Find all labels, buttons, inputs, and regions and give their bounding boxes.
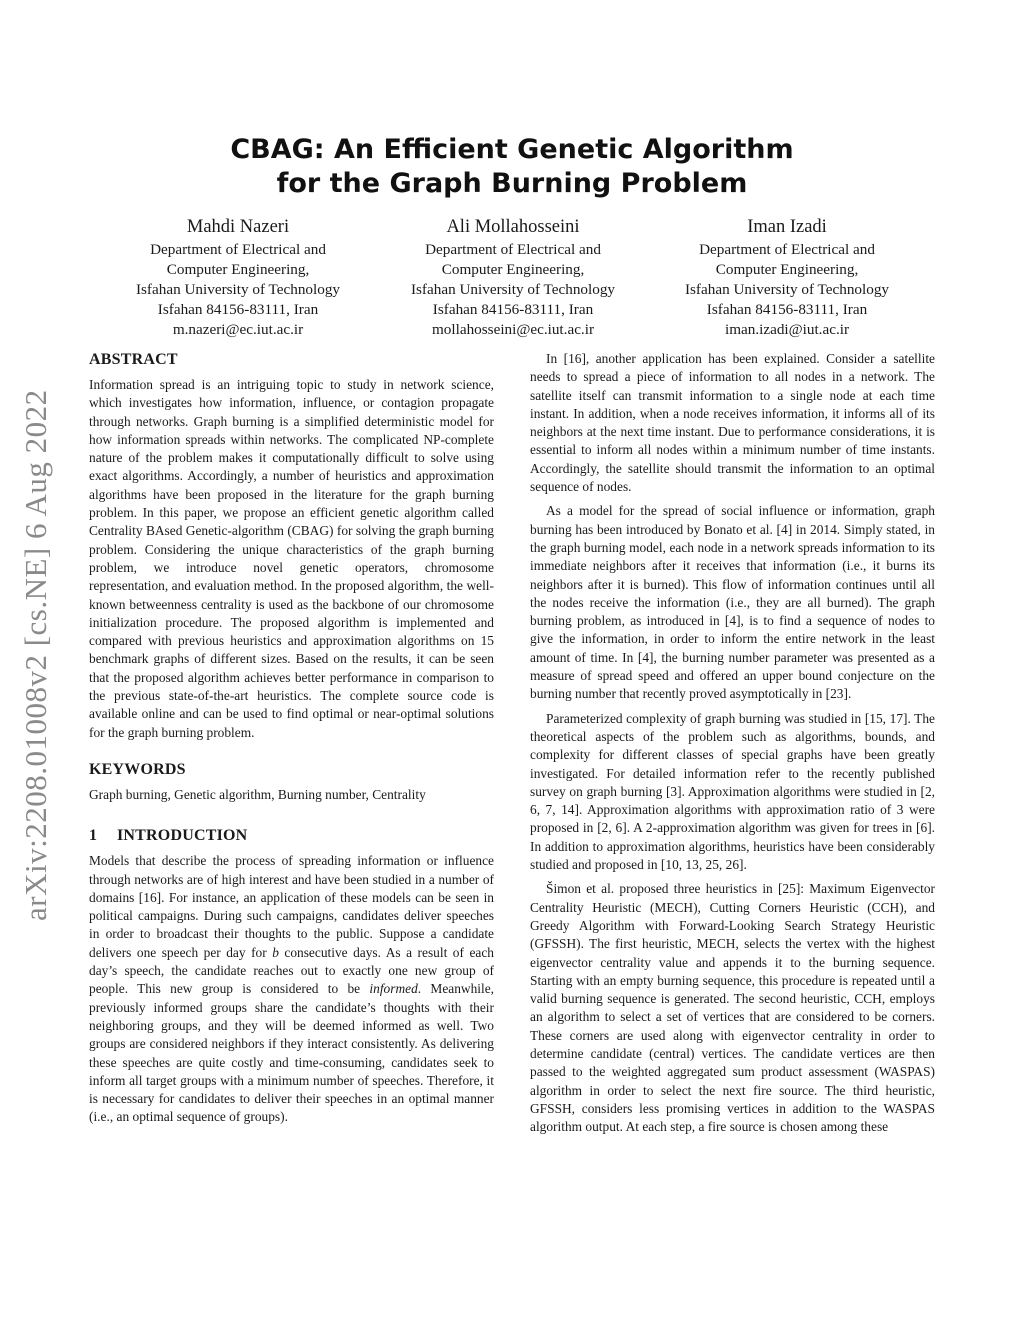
keywords-text: Graph burning, Genetic algorithm, Burning number, Centrality <box>89 786 426 802</box>
author-dept: Computer Engineering, <box>715 261 859 278</box>
author-block-1 <box>103 214 373 340</box>
author-city: Isfahan 84156-83111, Iran <box>432 301 594 318</box>
intro-paragraph: Models that describe the process of spreading information or influence through networks are of high interest and have been studied in a number of domains [16]. For instance, an application of these models can be seen in political campaigns. During such campaigns, candidates deliver speeches in order to broadcast their thoughts to the public. Suppose a candidate delivers one speech per day for b consecutive days. As a result of each day’s speech, the candidate reaches out to exactly one new group of people. This new group is considered to be informed. Meanwhile, previously informed groups share the candidate’s thoughts with their neighboring groups, and they will be deemed informed as well. Two groups are considered neighbors if they interact consistently. As delivering these speeches are quite costly and time-consuming, candidates seek to inform all target groups with a minimum number of speeches. Therefore, it is necessary for candidates to deliver their speeches in an optimal manner (i.e., an optimal sequence of groups). <box>89 853 494 1125</box>
body-paragraph: As a model for the spread of social influence or information, graph burning has been introduced by Bonato et al. [4] in 2014. Simply stated, in the graph burning model, each node in a network spreads information to its immediate neighbors after it receives that information (i.e., it burns its neighbors after it is burned). This flow of information continues until all the nodes receive the information (i.e., they are all burned). The graph burning problem, as introduced in [4], is to find a sequence of nodes to give the information, in order to inform the entire network in the least amount of time. In [4], the burning number parameter was presented as a measure of spread speed and offered an upper bound conjecture on the burning number that recently proved asymptotically in [23]. <box>530 503 935 702</box>
right-column <box>530 350 935 1136</box>
author-city: Isfahan 84156-83111, Iran <box>157 301 319 318</box>
author-university: Isfahan University of Technology <box>684 281 890 298</box>
arxiv-identifier: arXiv:2208.01008v2 [cs.NE] 6 Aug 2022 <box>18 389 53 921</box>
title-line-1: CBAG: An Efficient Genetic Algorithm <box>230 134 794 165</box>
author-block-2 <box>378 214 648 340</box>
paper-title <box>100 133 924 201</box>
intro-heading <box>89 826 494 846</box>
author-dept: Department of Electrical and <box>699 241 875 258</box>
author-dept: Department of Electrical and <box>150 241 326 258</box>
abstract-text: Information spread is an intriguing topic to study in network science, which investigates how information, influence, or contagion propagate through networks. Graph burning is a simplified deterministic model for how information spreads within networks. The complicated NP-complete nature of the problem makes it computationally difficult to solve using exact algorithms. Accordingly, a number of heuristics and approximation algorithms have been proposed in the literature for the graph burning problem. In this paper, we propose an efficient genetic algorithm called Centrality BAsed Genetic-algorithm (CBAG) for solving the graph burning problem. Considering the unique characteristics of the graph burning problem, we introduce novel genetic operators, chromosome representation, and evaluation method. In the proposed algorithm, the well-known betweenness centrality is used as the backbone of our chromosome initialization procedure. The proposed algorithm is implemented and compared with previous heuristics and approximation algorithms on 15 benchmark graphs of different sizes. Based on the results, it can be seen that the proposed algorithm achieves better performance in comparison to the previous state-of-the-art heuristics. The complete source code is available online and can be used to find optimal or near-optimal solutions for the graph burning problem. <box>89 377 494 740</box>
author-email[interactable]: iman.izadi@iut.ac.ir <box>724 321 850 338</box>
author-dept: Computer Engineering, <box>441 261 585 278</box>
author-name: Iman Izadi <box>747 217 827 237</box>
author-block-3 <box>652 214 922 340</box>
body-paragraph: In [16], another application has been explained. Consider a satellite needs to spread a piece of information to all nodes in a network. The satellite itself can transmit information to a single node at each time instant. In addition, when a node receives information, it informs all of its neighbors at the next time instant. Due to performance considerations, it is essential to inform all nodes within a minimum number of time instants. Accordingly, the satellite should transmit the information to an optimal sequence of nodes. <box>530 351 935 495</box>
author-dept: Computer Engineering, <box>166 261 310 278</box>
author-dept: Department of Electrical and <box>425 241 601 258</box>
title-line-2: for the Graph Burning Problem <box>276 168 748 199</box>
body-paragraph: Šimon et al. proposed three heuristics in [25]: Maximum Eigenvector Centrality Heuristic (MECH), Cutting Corners Heuristic (CCH), and Greedy Algorithm with Forward-Looking Search Strategy Heuristic (GFSSH). The first heuristic, MECH, selects the vertex with the highest eigenvector centrality value and appends it to the burning sequence. Starting with an empty burning sequence, this procedure is repeated until a valid burning sequence is generated. The second heuristic, CCH, employs an algorithm to select a set of vertices that are considered to be corners. These corners are used along with eigenvector centrality in order to determine candidate (central) vertices. The candidate vertices are then passed to the weighted aggregated sum product assessment (WASPAS) algorithm in order to select the next fire source. The third heuristic, GFSSH, considers less promising vertices in addition to the WASPAS algorithm output. At each step, a fire source is chosen among these <box>530 881 935 1135</box>
abstract-heading: ABSTRACT <box>89 351 178 368</box>
author-email[interactable]: m.nazeri@ec.iut.ac.ir <box>172 321 304 338</box>
author-city: Isfahan 84156-83111, Iran <box>706 301 868 318</box>
section-number: 1 <box>89 827 98 845</box>
author-email[interactable]: mollahosseini@ec.iut.ac.ir <box>431 321 595 338</box>
section-title: INTRODUCTION <box>117 827 248 845</box>
body-paragraph: Parameterized complexity of graph burning was studied in [15, 17]. The theoretical aspects of the problem such as algorithms, bounds, and complexity for different classes of special graphs have been greatly investigated. For detailed information refer to the recently published survey on graph burning [3]. Approximation algorithms were studied in [2, 6, 7, 14]. Approximation algorithms with approximation ratio of 3 were proposed in [2, 6]. A 2-approximation algorithm was given for trees in [6]. In addition to approximation algorithms, heuristics have been considerably studied and proposed in [10, 13, 25, 26]. <box>530 710 935 873</box>
author-name: Ali Mollahosseini <box>446 217 580 237</box>
author-university: Isfahan University of Technology <box>410 281 616 298</box>
keywords-heading: KEYWORDS <box>89 760 186 778</box>
left-column <box>89 350 494 1127</box>
author-university: Isfahan University of Technology <box>135 281 341 298</box>
author-name: Mahdi Nazeri <box>186 217 290 237</box>
